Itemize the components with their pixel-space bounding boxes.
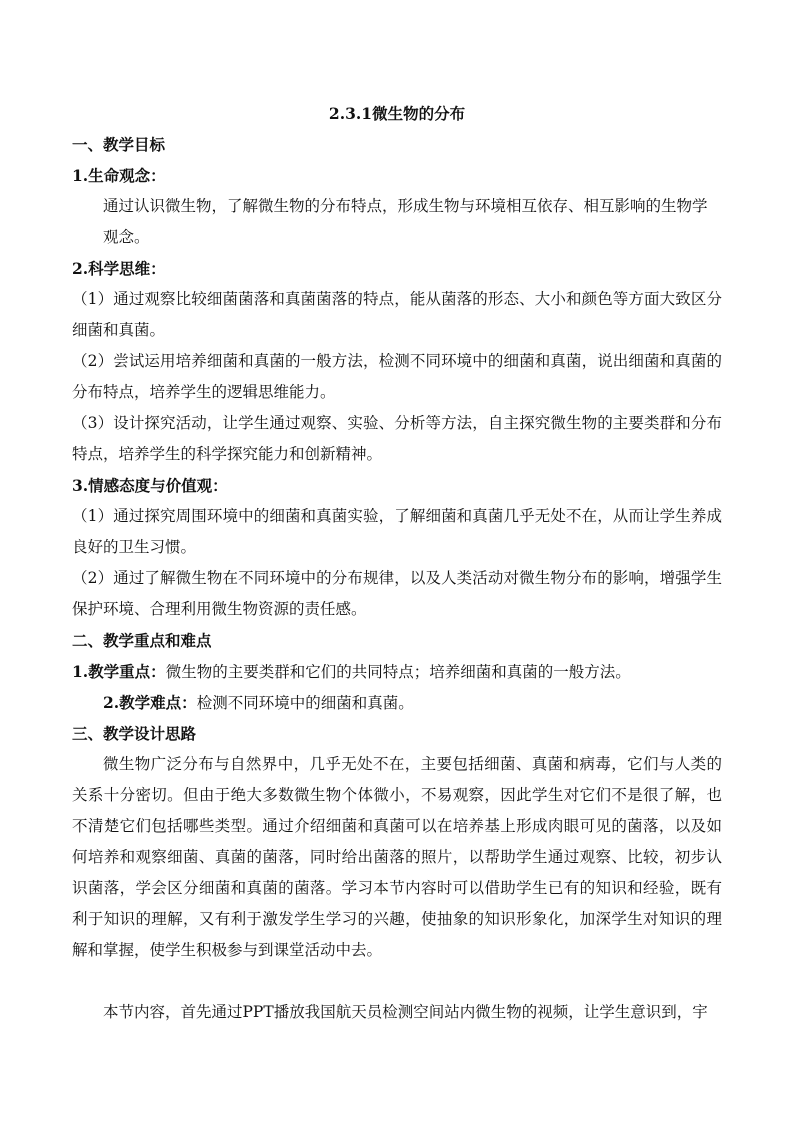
science-item-2: （2）尝试运用培养细菌和真菌的一般方法，检测不同环境中的细菌和真菌，说出细菌和真菌的分布特点，培养学生的逻辑思维能力。 [72, 352, 722, 401]
key-points-label: 1.教学重点： [72, 662, 166, 681]
section-heading-goals: 一、教学目标 [72, 135, 166, 154]
design-paragraph-1: 微生物广泛分布与自然界中，几乎无处不在，主要包括细菌、真菌和病毒，它们与人类的关系十分密切。但由于绝大多数微生物个体微小，不易观察，因此学生对它们不是很了解，也不清楚它们包括哪些类型。通过介绍细菌和真菌可以在培养基上形成肉眼可见的菌落，以及如何培养和观察细菌、真菌的菌落，同时给出菌落的照片，以帮助学生通过观察、比较，初步认识菌落，学会区分细菌和真菌的菌落。学习本节内容时可以借助学生已有的知识和经验，既有利于知识的理解，又有利于激发学生学习的兴趣，使抽象的知识形象化，加深学生对知识的理解和掌握，使学生积极参与到课堂活动中去。 [72, 755, 722, 959]
attitude-item-1: （1）通过探究周围环境中的细菌和真菌实验，了解细菌和真菌几乎无处不在，从而让学生养成良好的卫生习惯。 [72, 507, 722, 556]
science-item-1: （1）通过观察比较细菌菌落和真菌菌落的特点，能从菌落的形态、大小和颜色等方面大致区分细菌和真菌。 [72, 290, 722, 339]
attitude-item-2: （2）通过了解微生物在不同环境中的分布规律，以及人类活动对微生物分布的影响，增强学生保护环境、合理利用微生物资源的责任感。 [72, 569, 722, 618]
section-heading-key-points: 二、教学重点和难点 [72, 631, 212, 650]
life-view-text-line-2: 观念。 [103, 228, 150, 246]
document-title: 2.3.1微生物的分布 [328, 104, 466, 123]
paragraph-gap [72, 966, 722, 997]
science-item-3: （3）设计探究活动，让学生通过观察、实验、分析等方法，自主探究微生物的主要类群和分布特点，培养学生的科学探究能力和创新精神。 [72, 414, 722, 463]
difficulty-line [72, 687, 722, 718]
difficulty-text: 检测不同环境中的细菌和真菌。 [196, 694, 414, 712]
key-points-line [72, 656, 722, 687]
subheading-life-view: 1.生命观念： [72, 166, 166, 185]
section-heading-design: 三、教学设计思路 [72, 724, 197, 743]
life-view-text-line-1: 通过认识微生物，了解微生物的分布特点，形成生物与环境相互依存、相互影响的生物学 [103, 197, 708, 215]
subheading-science-thinking: 2.科学思维： [72, 259, 166, 278]
key-points-text: 微生物的主要类群和它们的共同特点；培养细菌和真菌的一般方法。 [165, 663, 631, 681]
document-body [72, 98, 722, 1028]
subheading-attitude: 3.情感态度与价值观： [72, 476, 228, 495]
design-paragraph-2: 本节内容，首先通过PPT播放我国航天员检测空间站内微生物的视频，让学生意识到，宇 [103, 1003, 708, 1021]
difficulty-label: 2.教学难点： [103, 693, 197, 712]
